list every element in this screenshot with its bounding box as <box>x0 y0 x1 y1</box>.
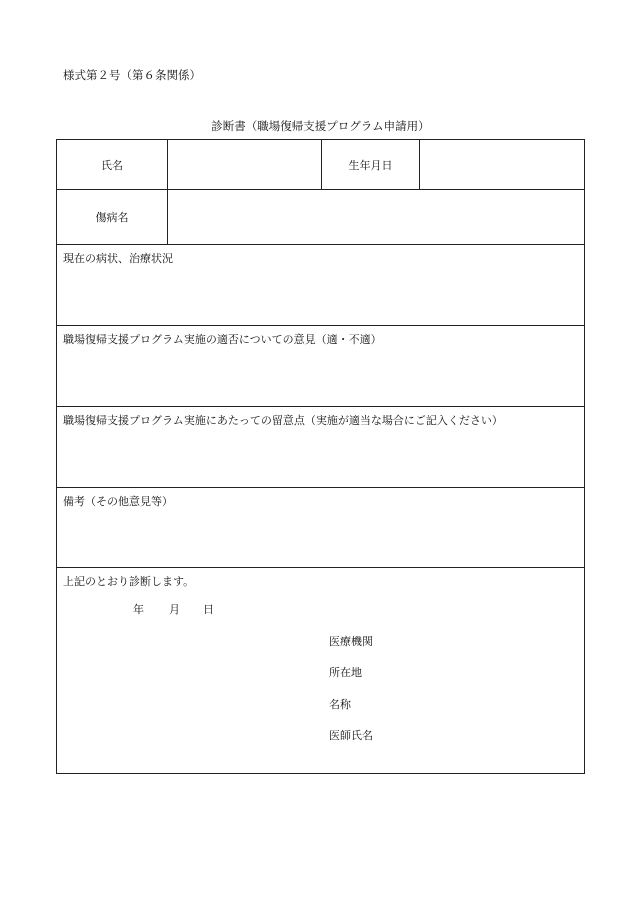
row-name-birthdate <box>57 140 584 190</box>
doctor-name-label: 医師氏名 <box>329 729 373 742</box>
remarks-label: 備考（その他意見等） <box>63 495 173 508</box>
address-label: 所在地 <box>329 666 362 679</box>
form-number: 様式第２号（第６条関係） <box>63 68 201 82</box>
document-title: 診断書（職場復帰支援プログラム申請用） <box>211 119 430 133</box>
day-label: 日 <box>203 603 214 616</box>
name-label-cell <box>57 140 168 189</box>
certification-statement: 上記のとおり診断します。 <box>63 575 195 588</box>
row-certification <box>57 568 584 773</box>
attention-points-label: 職場復帰支援プログラム実施にあたっての留意点（実施が適当な場合にご記入ください） <box>63 414 503 427</box>
birthdate-label: 生年月日 <box>348 158 393 172</box>
institution-label: 医療機関 <box>329 635 373 648</box>
row-current-condition[interactable] <box>57 245 584 326</box>
suitability-label: 職場復帰支援プログラム実施の適否についての意見（適・不適） <box>63 333 382 346</box>
name-label: 氏名 <box>101 158 123 172</box>
disease-label: 傷病名 <box>95 211 129 224</box>
disease-label-cell <box>57 190 168 244</box>
diagnosis-form-table <box>56 139 585 774</box>
row-attention-points[interactable] <box>57 407 584 488</box>
birthdate-input-cell[interactable] <box>420 140 584 189</box>
current-condition-label: 現在の病状、治療状況 <box>63 252 173 265</box>
name-input-cell[interactable] <box>168 140 322 189</box>
month-label: 月 <box>169 603 180 616</box>
row-remarks[interactable] <box>57 488 584 568</box>
row-suitability-opinion[interactable] <box>57 326 584 407</box>
year-label: 年 <box>133 603 144 616</box>
facility-name-label: 名称 <box>329 698 351 711</box>
disease-input-cell[interactable] <box>168 190 584 244</box>
row-disease <box>57 190 584 245</box>
birthdate-label-cell <box>322 140 420 189</box>
